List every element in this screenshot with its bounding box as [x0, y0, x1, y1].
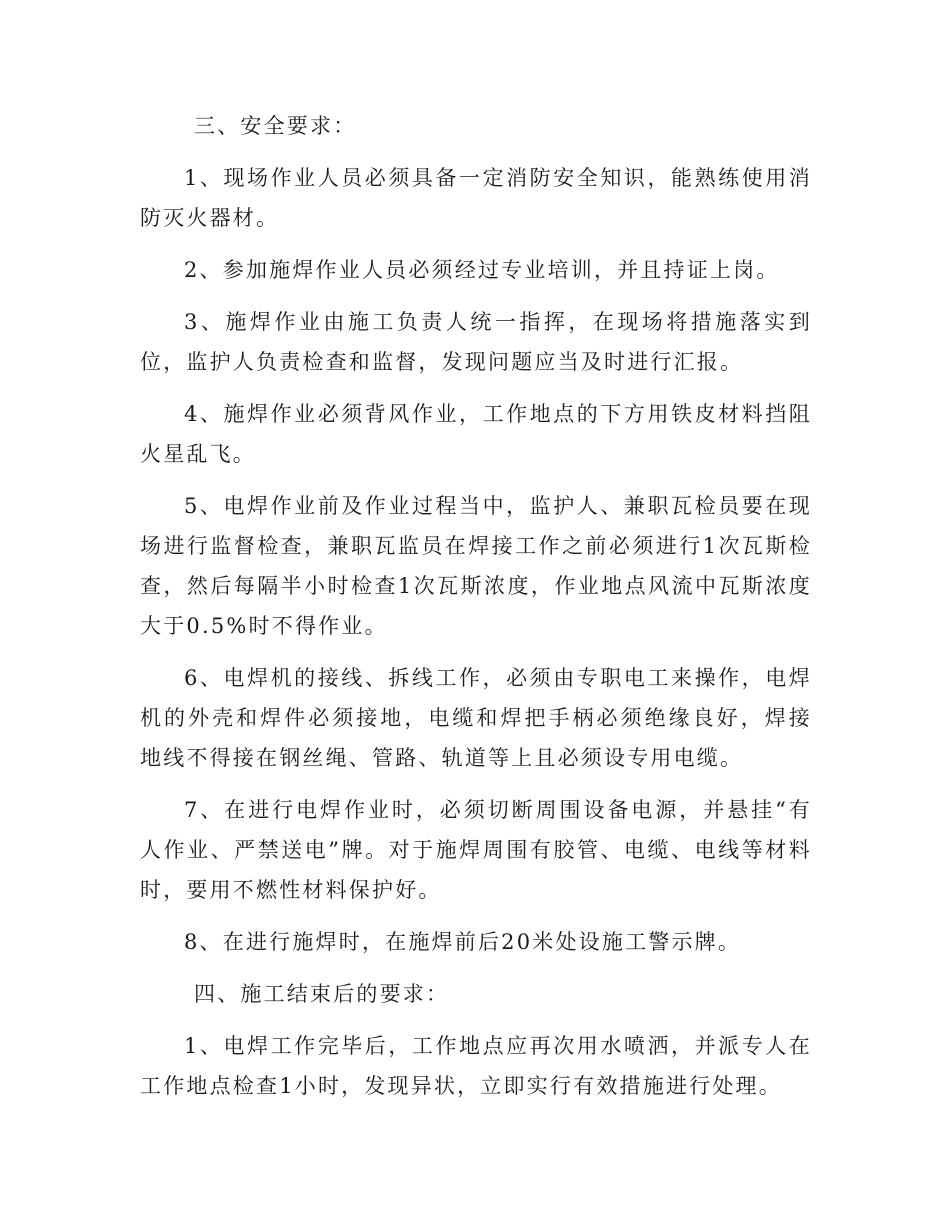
safety-item-1: 1、现场作业人员必须具备一定消防安全知识，能熟练使用消防灭火器材。	[140, 166, 812, 230]
safety-item-3: 3、施焊作业由施工负责人统一指挥，在现场将措施落实到位，监护人负责检查和监督，发现问题应当及时进行汇报。	[140, 310, 812, 374]
section-heading-safety: 三、安全要求：	[194, 114, 357, 138]
safety-item-6: 6、电焊机的接线、拆线工作，必须由专职电工来操作，电焊机的外壳和焊件必须接地，电缆和焊把手柄必须绝缘良好，焊接地线不得接在钢丝绳、管路、轨道等上且必须设专用电缆。	[140, 666, 812, 770]
safety-item-8: 8、在进行施焊时，在施焊前后20米处设施工警示牌。	[184, 930, 742, 954]
safety-item-4: 4、施焊作业必须背风作业，工作地点的下方用铁皮材料挡阻火星乱飞。	[140, 402, 812, 466]
safety-item-7: 7、在进行电焊作业时，必须切断周围设备电源，并悬挂“有人作业、严禁送电”牌。对于施焊周围有胶管、电缆、电线等材料时，要用不燃性材料保护好。	[140, 798, 812, 902]
document-body	[140, 106, 812, 1118]
post-work-item-1: 1、电焊工作完毕后，工作地点应再次用水喷洒，并派专人在工作地点检查1小时，发现异状，立即实行有效措施进行处理。	[140, 1034, 812, 1098]
section-heading-post-work: 四、施工结束后的要求：	[194, 982, 450, 1006]
safety-item-2: 2、参加施焊作业人员必须经过专业培训，并且持证上岗。	[184, 258, 780, 282]
safety-item-5: 5、电焊作业前及作业过程当中，监护人、兼职瓦检员要在现场进行监督检查，兼职瓦监员在焊接工作之前必须进行1次瓦斯检查，然后每隔半小时检查1次瓦斯浓度，作业地点风流中瓦斯浓度大于0.5%时不得作业。	[140, 494, 812, 638]
